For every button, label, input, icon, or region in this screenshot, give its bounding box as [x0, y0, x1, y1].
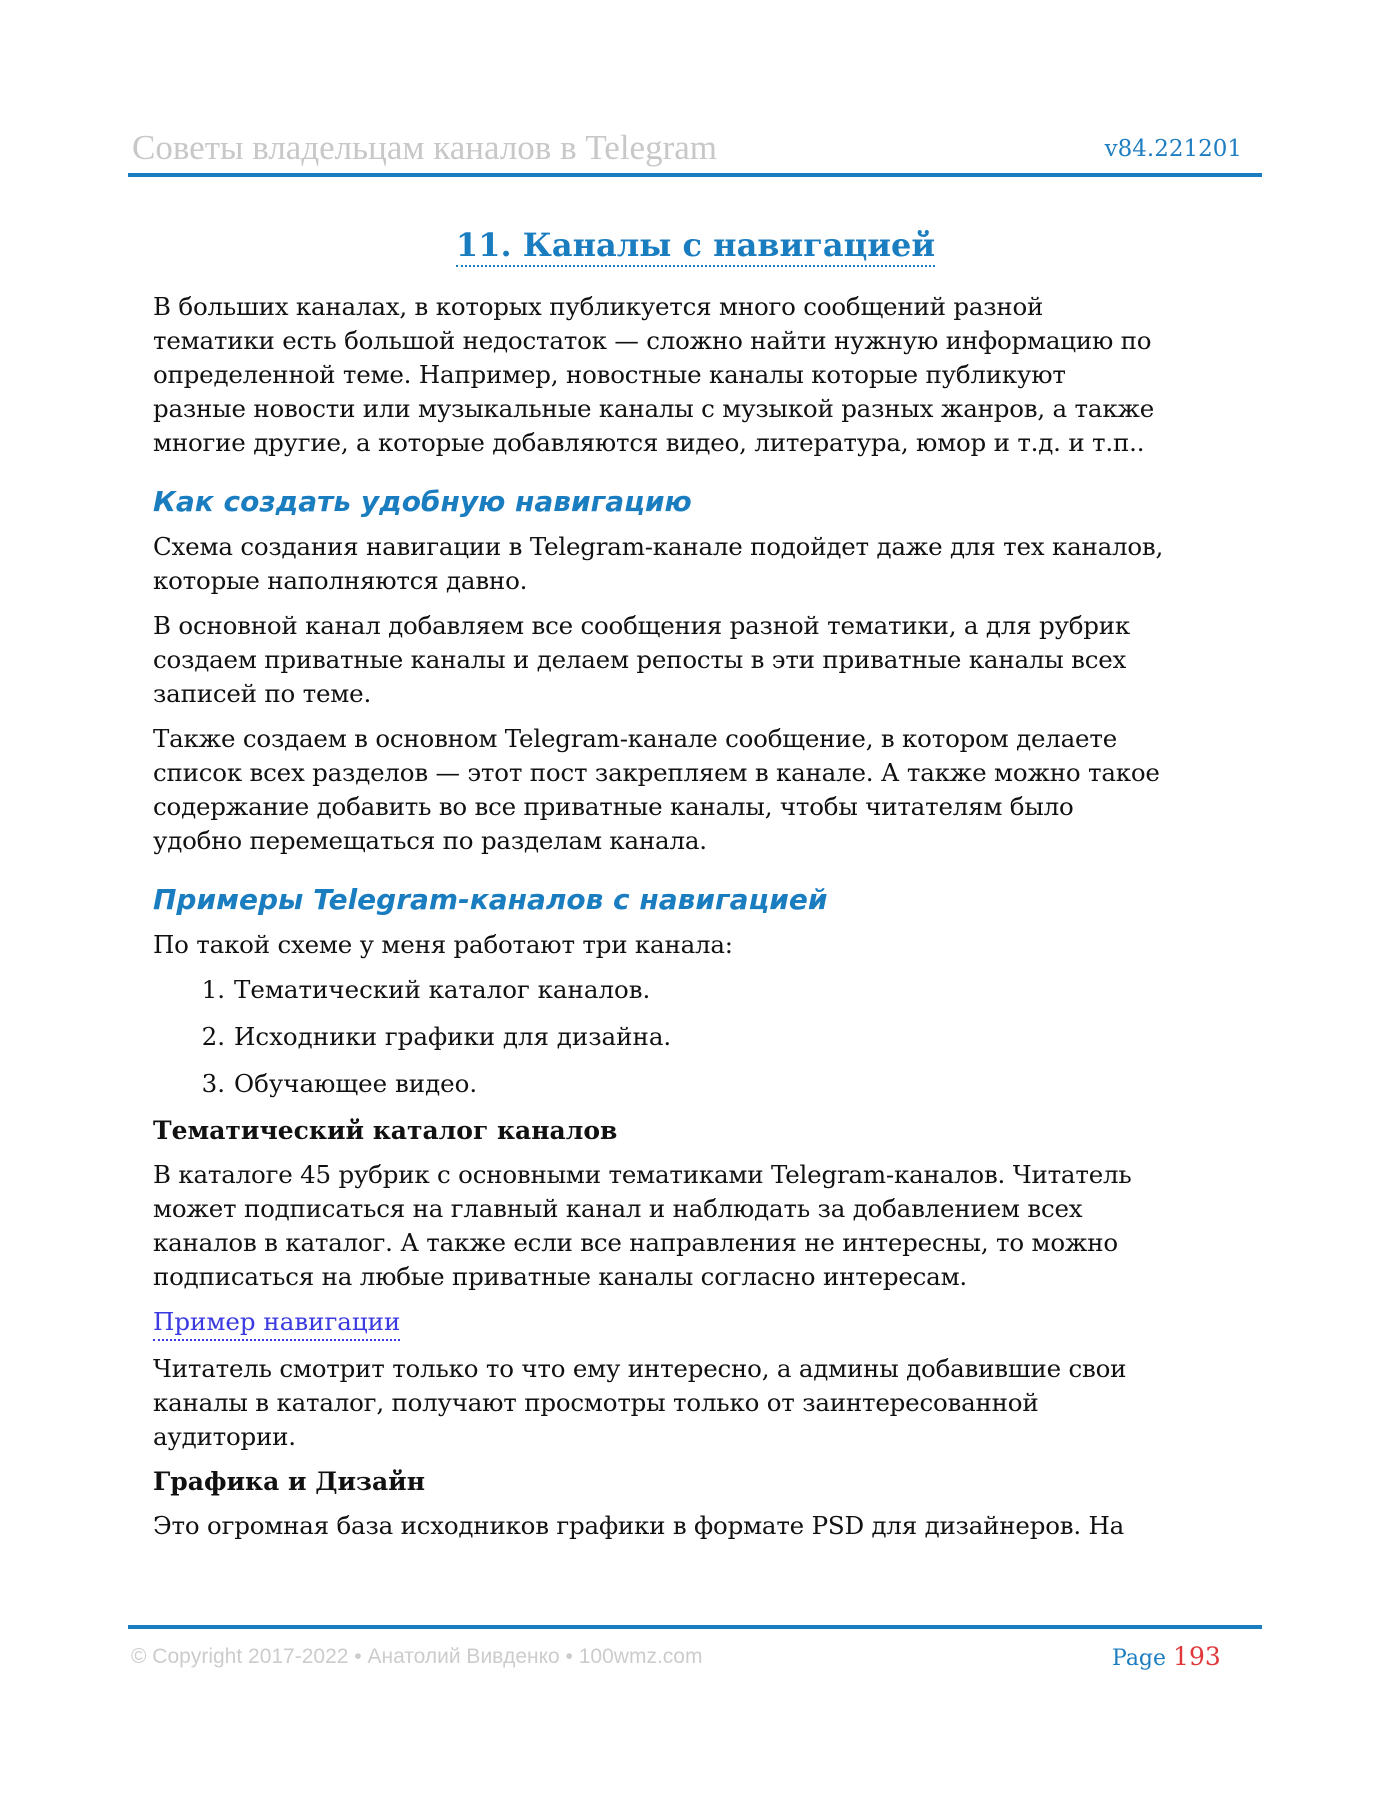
subheading-catalog: Тематический каталог каналов — [153, 1116, 618, 1145]
list-number: 1. — [201, 975, 225, 1004]
text-line: аудитории. — [153, 1422, 296, 1451]
paragraph — [153, 928, 1253, 962]
list-item — [153, 1067, 1253, 1101]
footer-copyright: © Copyright 2017-2022 • Анатолий Вивденко • 100wmz.com — [131, 1645, 703, 1668]
channels-list — [153, 973, 1253, 1101]
text-line: каналов в каталог. А также если все направления не интересны, то можно — [153, 1228, 1118, 1257]
text-line: список всех разделов — этот пост закрепляем в канале. А также можно такое — [153, 758, 1160, 787]
text-line: По такой схеме у меня работают три канала: — [153, 930, 733, 959]
list-item — [153, 1020, 1253, 1054]
text-line: определенной теме. Например, новостные каналы которые публикуют — [153, 360, 1066, 389]
list-item — [153, 973, 1253, 1007]
paragraph — [153, 1158, 1253, 1294]
text-line: разные новости или музыкальные каналы с музыкой разных жанров, а также — [153, 394, 1155, 423]
text-line: записей по теме. — [153, 679, 372, 708]
text-line: содержание добавить во все приватные каналы, чтобы читателям было — [153, 792, 1074, 821]
paragraph — [153, 1352, 1253, 1454]
paragraph — [153, 722, 1253, 858]
section-heading-create-navigation: Как создать удобную навигацию — [153, 485, 692, 518]
text-line: подписаться на любые приватные каналы согласно интересам. — [153, 1262, 968, 1291]
page-header — [128, 128, 1262, 176]
chapter-title[interactable]: 11. Каналы с навигацией — [456, 226, 935, 267]
text-line: Это огромная база исходников графики в формате PSD для дизайнеров. На — [153, 1511, 1125, 1540]
section-heading-examples: Примеры Telegram-каналов с навигацией — [153, 883, 828, 916]
header-divider — [128, 173, 1262, 177]
text-line: В каталоге 45 рубрик с основными тематиками Telegram-каналов. Читатель — [153, 1160, 1132, 1189]
paragraph — [153, 609, 1253, 711]
page-label: Page — [1112, 1646, 1167, 1671]
paragraph — [153, 530, 1253, 598]
intro-paragraph — [153, 290, 1253, 460]
subheading-graphics: Графика и Дизайн — [153, 1467, 425, 1496]
text-line: может подписаться на главный канал и наблюдать за добавлением всех — [153, 1194, 1083, 1223]
list-text: Обучающее видео. — [234, 1069, 478, 1098]
paragraph — [153, 1509, 1253, 1543]
book-title: Советы владельцам каналов в Telegram — [132, 128, 718, 167]
list-text: Тематический каталог каналов. — [234, 975, 651, 1004]
list-number: 2. — [201, 1022, 225, 1051]
text-line: создаем приватные каналы и делаем репосты в эти приватные каналы всех — [153, 645, 1127, 674]
text-line: Схема создания навигации в Telegram-канале подойдет даже для тех каналов, — [153, 532, 1164, 561]
footer-divider — [128, 1625, 1262, 1629]
page-content — [153, 290, 1253, 1554]
text-line: В основной канал добавляем все сообщения разной тематики, а для рубрик — [153, 611, 1130, 640]
text-line: каналы в каталог, получают просмотры только от заинтересованной — [153, 1388, 1039, 1417]
text-line: тематики есть большой недостаток — сложно найти нужную информацию по — [153, 326, 1152, 355]
text-line: многие другие, а которые добавляются видео, литература, юмор и т.д. и т.п.. — [153, 428, 1145, 457]
list-number: 3. — [201, 1069, 225, 1098]
text-line: которые наполняются давно. — [153, 566, 528, 595]
text-line: удобно перемещаться по разделам канала. — [153, 826, 707, 855]
text-line: Читатель смотрит только то что ему интересно, а админы добавившие свои — [153, 1354, 1127, 1383]
text-line: Также создаем в основном Telegram-канале сообщение, в котором делаете — [153, 724, 1118, 753]
list-text: Исходники графики для дизайна. — [234, 1022, 672, 1051]
page-number-value: 193 — [1173, 1642, 1221, 1671]
text-line: В больших каналах, в которых публикуется много сообщений разной — [153, 292, 1044, 321]
page-number — [1112, 1642, 1221, 1671]
navigation-example-link[interactable]: Пример навигации — [153, 1305, 400, 1341]
chapter-title-row — [0, 226, 1391, 264]
book-version: v84.221201 — [1104, 136, 1242, 162]
